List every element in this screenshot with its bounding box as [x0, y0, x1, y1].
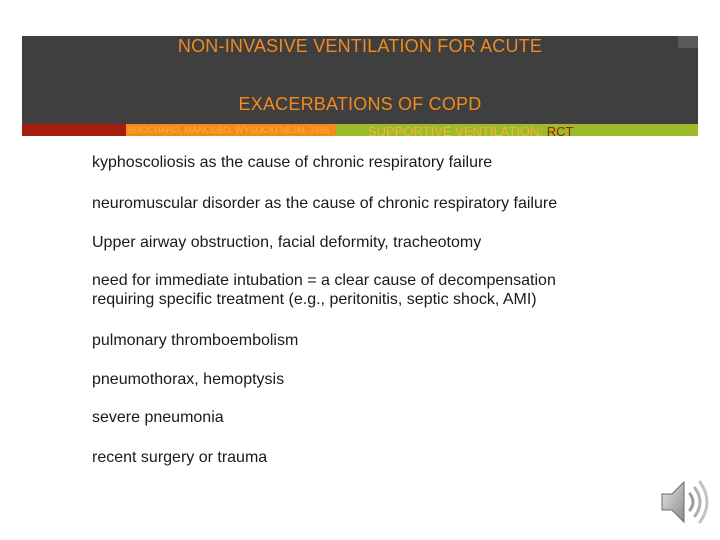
title-line-1: NON-INVASIVE VENTILATION FOR ACUTE: [177, 36, 543, 56]
list-item: pulmonary thromboembolism: [92, 332, 299, 349]
list-item: severe pneumonia: [92, 409, 224, 426]
speaker-icon[interactable]: [656, 474, 712, 530]
list-item: need for immediate intubation = a clear cause of decompensation: [92, 272, 556, 289]
subtitle-label-text: SUPPORTIVE VENTILATION:: [368, 124, 544, 139]
subtitle-label: [368, 124, 573, 140]
list-item: Upper airway obstruction, facial deformity, tracheotomy: [92, 234, 482, 251]
title-line-2: EXACERBATIONS OF COPD: [238, 94, 482, 114]
list-item: kyphoscoliosis as the cause of chronic respiratory failure: [92, 154, 493, 171]
list-item: requiring specific treatment (e.g., peritonitis, septic shock, AMI): [92, 291, 537, 308]
list-item: pneumothorax, hemoptysis: [92, 371, 285, 388]
citation-text: BROCHARD, MANCEBO, WYSOCKI NEJM, 1995: [128, 125, 330, 135]
rct-tag: RCT: [546, 124, 574, 139]
list-item: neuromuscular disorder as the cause of chronic respiratory failure: [92, 195, 558, 212]
accent-bar-red: [22, 124, 126, 136]
list-item: recent surgery or trauma: [92, 449, 268, 466]
